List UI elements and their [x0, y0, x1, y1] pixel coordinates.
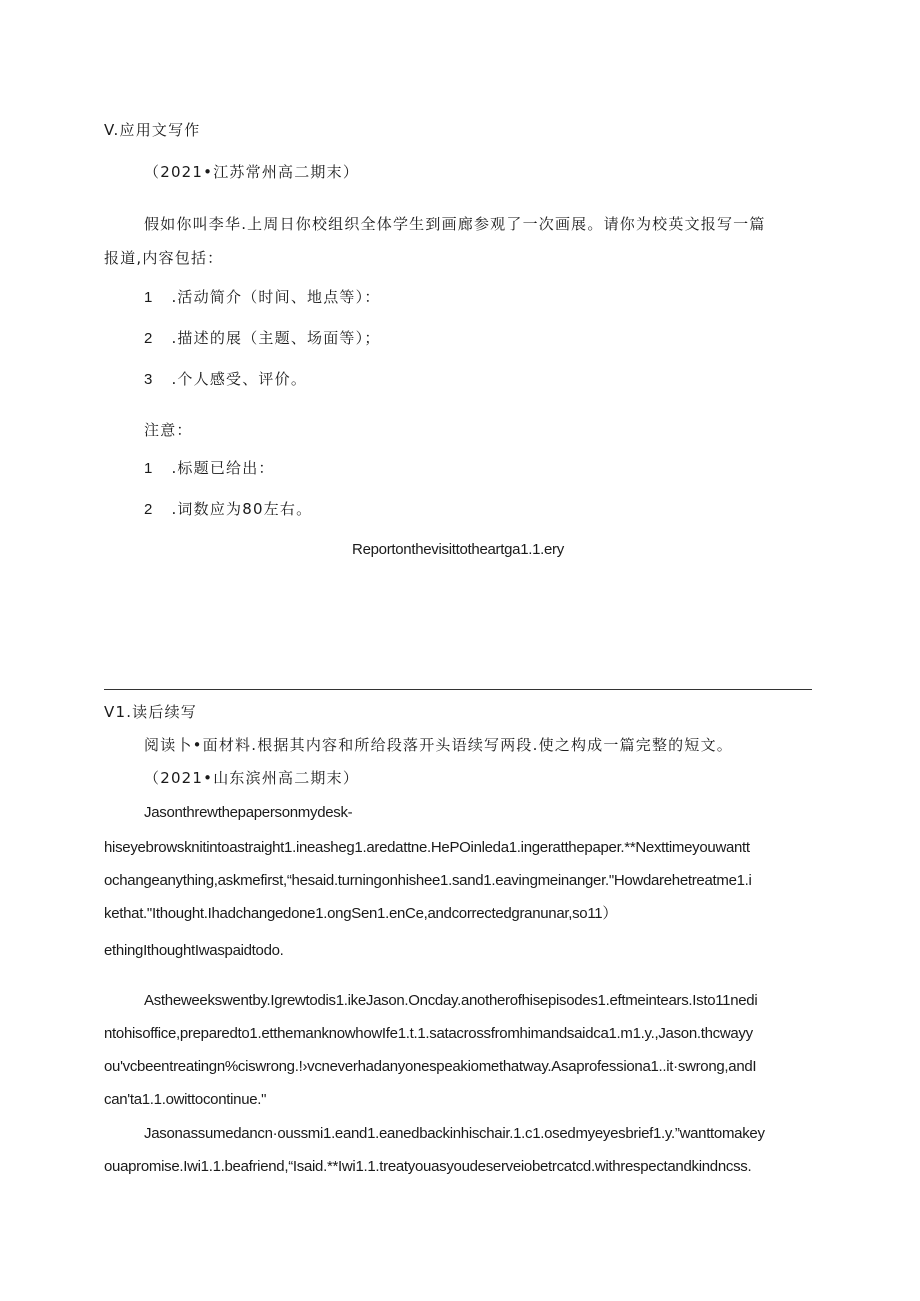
note-item-1 [144, 458, 275, 479]
para2-line-3: ou'vcbeentreatingn%ciswrong.!›vcneverhadanyonespeakiomethatway.Asaprofessiona1..it·swrong,andI [104, 1058, 757, 1075]
para1-line-5: ethingIthoughtIwaspaidtodo. [104, 942, 284, 959]
note-item-1-number: 1 [144, 460, 154, 477]
content-item-1 [144, 287, 381, 308]
note-label: 注意： [144, 421, 193, 439]
content-item-1-number: 1 [144, 289, 154, 306]
para1-line-4: kethat."Ithought.Ihadchangedone1.ongSen1.enCe,andcorrectedgranunar,so11） [104, 905, 618, 922]
para2-line-1: Astheweekswentby.Igrewtodis1.ikeJason.Oncday.anotherofhisepisodes1.eftmeintears.Isto11nedi [144, 992, 758, 1009]
content-item-3-number: 3 [144, 371, 154, 388]
section-v-prompt-line-2: 报道,内容包括： [104, 249, 224, 267]
note-item-2-text: .词数应为80左右。 [171, 500, 313, 518]
para2-line-2: ntohisoffice,preparedto1.etthemanknowhowIfe1.t.1.satacrossfromhimandsaidca1.m1.y.,Jason.thcwayy [104, 1025, 753, 1042]
section-v-prompt-line-1: 假如你叫李华.上周日你校组织全体学生到画廊参观了一次画展。请你为校英文报写一篇 [144, 215, 766, 233]
section-v-source: （2021•江苏常州高二期末） [144, 163, 360, 181]
para2-line-4: can'ta1.1.owittocontinue." [104, 1091, 267, 1108]
content-item-2-number: 2 [144, 330, 154, 347]
section-vi-instruction: 阅读卜•面材料.根据其内容和所给段落开头语续写两段.使之构成一篇完整的短文。 [144, 736, 733, 754]
content-item-1-text: .活动简介（时间、地点等）： [171, 288, 381, 306]
content-item-2 [144, 328, 381, 349]
note-item-2-number: 2 [144, 501, 154, 518]
para3-line-1: Jasonassumedancn·oussmi1.eand1.eanedbackinhischair.1.c1.osedmyeyesbrief1.y.”wanttomakey [144, 1125, 765, 1142]
para1-line-1: Jasonthrewthepapersonmydesk- [144, 804, 353, 821]
note-item-1-text: .标题已给出： [171, 459, 275, 477]
section-vi-heading: V1.读后续写 [104, 703, 197, 721]
note-item-2 [144, 499, 312, 520]
section-v-heading: V.应用文写作 [104, 121, 201, 139]
content-item-2-text: .描述的展（主题、场面等）； [171, 329, 381, 347]
para3-line-2: ouapromise.Iwi1.1.beafriend,“Isaid.**Iwi1.1.treatyouasyoudeserveiobetrcatcd.withrespectandkindncss. [104, 1158, 752, 1175]
para1-line-3: ochangeanything,askmefirst,“hesaid.turningonhishee1.sand1.eavingmeinanger."Howdarehetreatme1.i [104, 872, 752, 889]
section-vi-source: （2021•山东滨州高二期末） [144, 769, 360, 787]
section-divider [104, 689, 812, 690]
report-title: Reportonthevisittotheartga1.1.ery [352, 541, 564, 558]
content-item-3-text: .个人感受、评价。 [171, 370, 308, 388]
content-item-3 [144, 369, 307, 390]
para1-line-2: hiseyebrowsknitintoastraight1.ineasheg1.aredattne.HePOinleda1.ingeratthepaper.**Nexttimeyouwantt [104, 839, 750, 856]
